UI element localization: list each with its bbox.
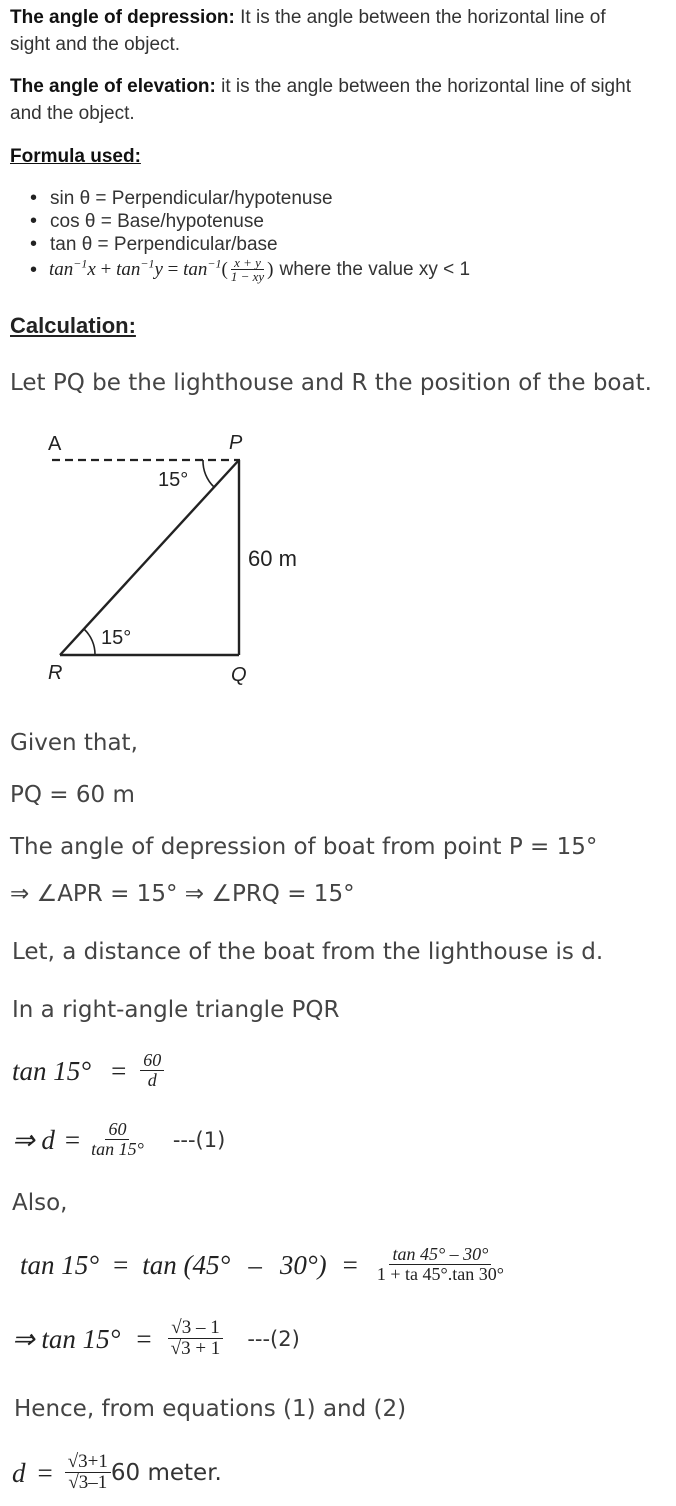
- equation-5: d = $\frac{√3+1}{√3-1}$ 60 meter.: [12, 1451, 222, 1494]
- equation-4: ⇒ tan 15° = $\frac{√3 - 1}{√3 + 1}$ ---(2): [12, 1317, 300, 1360]
- depression-value: The angle of depression of boat from point P = 15°: [10, 834, 598, 860]
- intro-text: Let PQ be the lighthouse and R the position of the boat.: [10, 370, 652, 396]
- hence-text: Hence, from equations (1) and (2): [14, 1396, 407, 1422]
- depression-term: The angle of depression:: [10, 7, 235, 28]
- formula4-denominator: 1 − xy: [230, 269, 265, 285]
- depression-definition-cont: sight and the object.: [10, 34, 181, 55]
- equation-3: tan 15° = tan (45° – 30°) = $\frac{\tan 45^\circ - 30^\circ}{1 + ta 45^\circ.\tan 30^\circ}$: [20, 1244, 504, 1285]
- formula4-numerator: x + y: [231, 256, 264, 271]
- formula-heading: Formula used:: [10, 146, 141, 167]
- formula-inverse-tan: • $\tan^{-1}x + \tan^{-1}y = \tan^{-1}$( $\frac{x + y}{1 - xy}$ ) where the value xy < 1: [30, 254, 471, 285]
- equation-2: ⇒ d = $\frac{60}{\tan 15^\circ}$ ---(1): [12, 1119, 226, 1160]
- formula-tan: • tan θ = Perpendicular/base: [0, 233, 333, 256]
- depression-text: It is the angle between the horizontal line of: [240, 7, 606, 28]
- angle-top-label: 15°: [158, 469, 189, 491]
- pq-value: PQ = 60 m: [10, 782, 135, 808]
- angle-arc-top: [203, 460, 214, 487]
- label-q: Q: [231, 664, 247, 686]
- formula4-expression: $\tan^{-1}x + \tan^{-1}y = \tan^{-1}$( $\frac{x + y}{1 - xy}$ ): [49, 254, 274, 285]
- elevation-term: The angle of elevation:: [10, 76, 216, 97]
- triangle-text: In a right-angle triangle PQR: [12, 997, 340, 1023]
- elevation-definition: [10, 73, 631, 100]
- elevation-definition-cont: and the object.: [10, 103, 135, 124]
- calculation-heading: Calculation:: [10, 313, 136, 338]
- distance-text: Let, a distance of the boat from the lighthouse is d.: [12, 939, 604, 965]
- formula4-suffix: where the value xy < 1: [279, 259, 471, 280]
- formula-cos: • cos θ = Base/hypotenuse: [0, 210, 333, 233]
- equation-1: tan 15° = $\frac{60}{d}$: [12, 1048, 164, 1094]
- angle-arc-bottom: [84, 629, 95, 655]
- also-text: Also,: [12, 1190, 68, 1216]
- angle-relation: ⇒ ∠APR = 15° ⇒ ∠PRQ = 15°: [10, 881, 355, 907]
- angle-bottom-label: 15°: [101, 627, 132, 649]
- formula-list: [0, 187, 333, 256]
- depression-definition: [10, 4, 606, 31]
- line-of-sight: [60, 460, 239, 655]
- elevation-text: it is the angle between the horizontal line of sight: [221, 76, 631, 97]
- label-a: A: [48, 433, 62, 455]
- triangle-diagram: [0, 420, 330, 690]
- label-r: R: [48, 662, 63, 684]
- formula-sin: • sin θ = Perpendicular/hypotenuse: [0, 187, 333, 210]
- given-text: Given that,: [10, 730, 138, 756]
- label-p: P: [229, 432, 243, 454]
- height-label: 60 m: [248, 546, 297, 571]
